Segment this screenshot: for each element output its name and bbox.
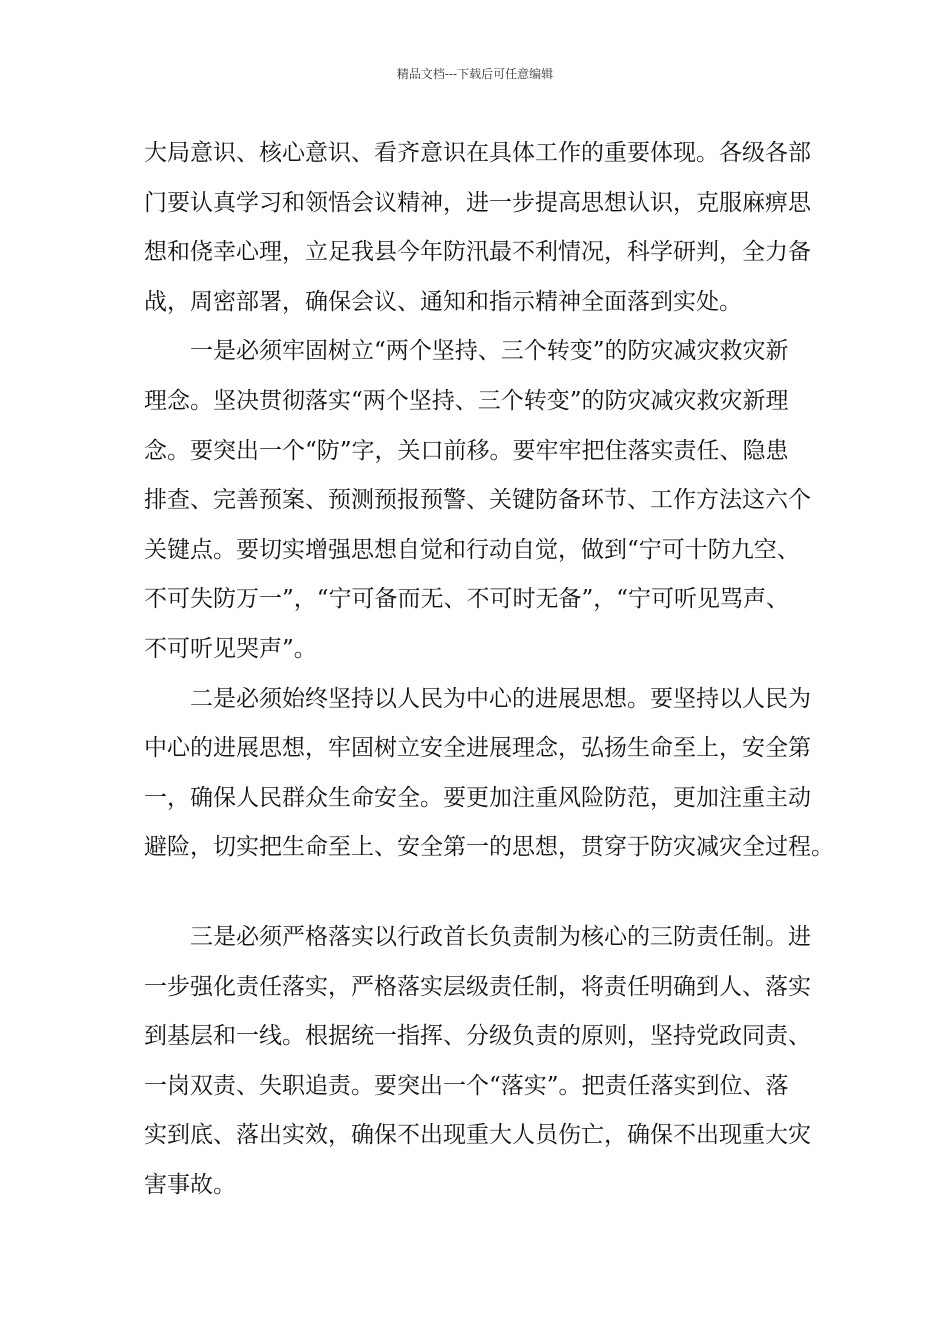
paragraph-line: 念。要突出一个“防”字，关口前移。要牢牢把住落实责任、隐患 [144,437,789,464]
paragraph-line: 避险，切实把生命至上、安全第一的思想，贯穿于防灾减灾全过程。 [144,834,834,861]
paragraph-line: 不可失防万一”，“宁可备而无、不可时无备”，“宁可听见骂声、 [144,586,790,613]
page-header: 精品文档---下载后可任意编辑 [396,67,554,81]
paragraph-line: 想和侥幸心理，立足我县今年防汛最不利情况，科学研判，全力备 [144,239,811,266]
paragraph-line: 战，周密部署，确保会议、通知和指示精神全面落到实处。 [144,288,742,315]
paragraph-gap [144,873,810,913]
paragraph-3 [144,675,834,873]
paragraph-line: 理念。坚决贯彻落实“两个坚持、三个转变”的防灾减灾救灾新理 [144,387,789,414]
paragraph-line: 到基层和一线。根据统一指挥、分级负责的原则，坚持党政同责、 [144,1023,811,1050]
paragraph-line: 三是必须严格落实以行政首长负责制为核心的三防责任制。进 [190,923,811,950]
paragraph-line: 一，确保人民群众生命安全。要更加注重风险防范，更加注重主动 [144,784,811,811]
paragraph-4 [144,913,810,1211]
paragraph-line: 关键点。要切实增强思想自觉和行动自觉，做到“宁可十防九空、 [144,536,800,563]
paragraph-line: 一岗双责、失职追责。要突出一个“落实”。把责任落实到位、落 [144,1072,789,1099]
paragraph-2 [144,327,810,674]
paragraph-line: 大局意识、核心意识、看齐意识在具体工作的重要体现。各级各部 [144,140,811,166]
paragraph-line: 中心的进展思想，牢固树立安全进展理念，弘扬生命至上，安全第 [144,735,811,762]
paragraph-line: 二是必须始终坚持以人民为中心的进展思想。要坚持以人民为 [190,685,811,712]
paragraph-1 [144,129,810,327]
document-body [144,129,834,1210]
paragraph-line: 害事故。 [144,1171,236,1198]
paragraph-line: 实到底、落出实效，确保不出现重大人员伤亡，确保不出现重大灾 [144,1122,811,1149]
paragraph-line: 门要认真学习和领悟会议精神，进一步提高思想认识，克服麻痹思 [144,189,811,216]
paragraph-line: 排查、完善预案、预测预报预警、关键防备环节、工作方法这六个 [144,487,811,514]
paragraph-line: 一步强化责任落实，严格落实层级责任制，将责任明确到人、落实 [144,973,811,1000]
paragraph-line: 不可听见哭声”。 [144,635,317,662]
paragraph-line: 一是必须牢固树立“两个坚持、三个转变”的防灾减灾救灾新 [190,338,789,365]
